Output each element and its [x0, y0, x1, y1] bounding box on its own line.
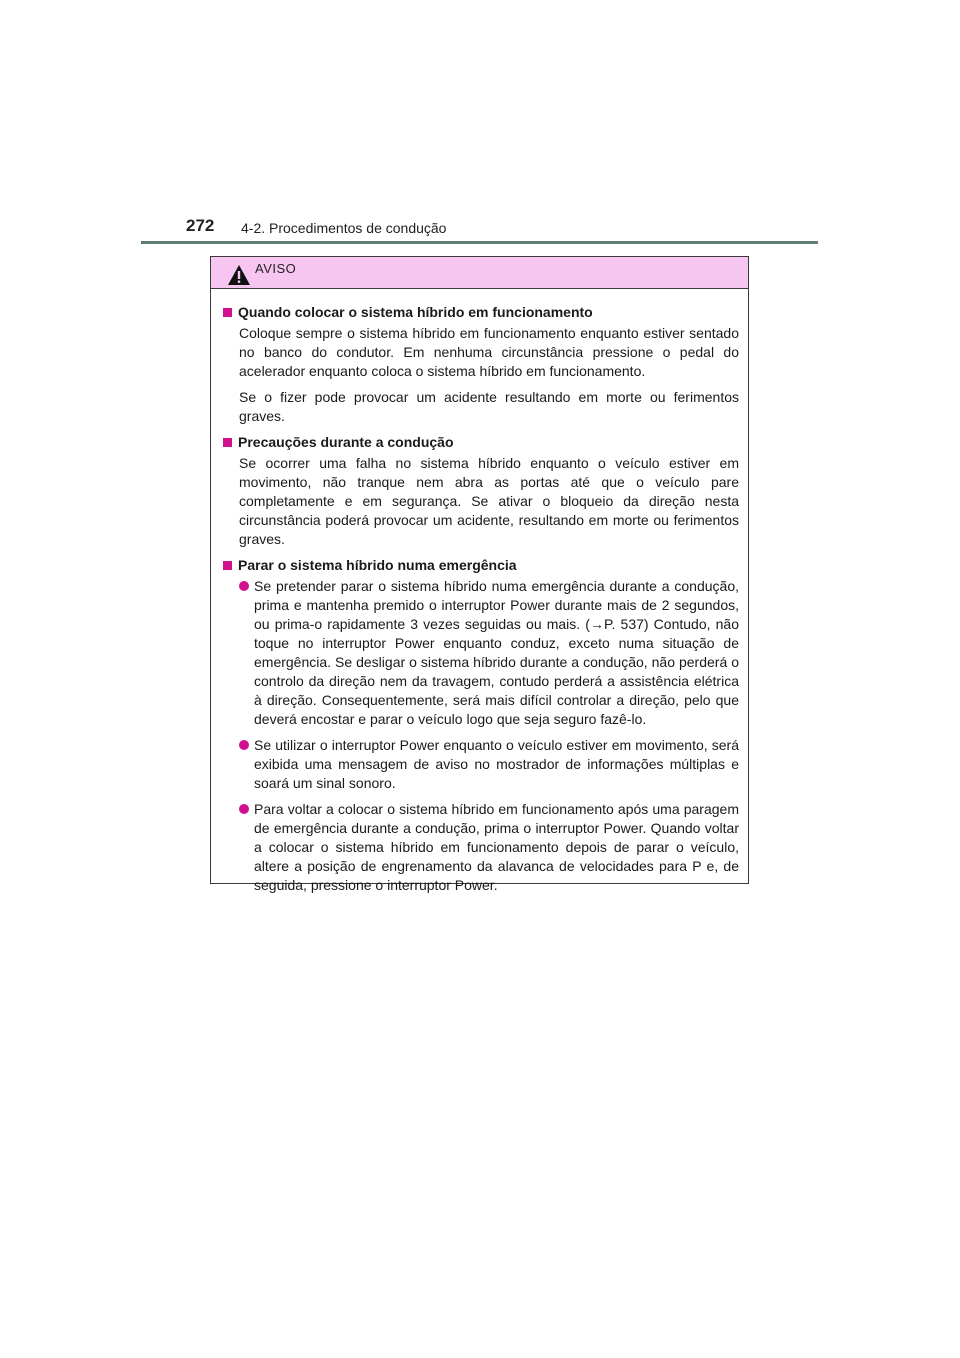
paragraph: Se ocorrer uma falha no sistema híbrido enquanto o veículo estiver em movimento, não tranque nem abra as portas até que o veículo pare completamente e em segurança. Se ativar o bloqueio da direção nesta circunstância poderá provocar um acidente, resultando em morte ou ferimentos graves.: [239, 455, 739, 547]
bullet-text: Para voltar a colocar o sistema híbrido em funcionamento após uma paragem de emergência durante a condução, prima o interruptor Power. Quando voltar a colocar o sistema híbrido em funcionamento depois de parar o veículo, altere a posição de engrenamento da alavanca de velocidades para P e, de seguida, pressione o interruptor Power.: [254, 801, 739, 893]
paragraph: Coloque sempre o sistema híbrido em funcionamento enquanto estiver sentado no banco do condutor. Em nenhuma circunstância pressione o pedal do acelerador enquanto coloca o sistema híbrido em funcionamento.: [239, 325, 739, 379]
warning-header: [211, 257, 748, 289]
square-bullet-icon: [223, 438, 232, 447]
bullet-text: Se utilizar o interruptor Power enquanto o veículo estiver em movimento, será exibida uma mensagem de aviso no mostrador de informações múltiplas e soará um sinal sonoro.: [254, 737, 739, 791]
section-heading-text: Quando colocar o sistema híbrido em funcionamento: [238, 304, 593, 320]
round-bullet-icon: [239, 740, 249, 750]
square-bullet-icon: [223, 561, 232, 570]
warning-body: [211, 289, 748, 895]
section-heading: [221, 556, 739, 575]
round-bullet-icon: [239, 804, 249, 814]
bullet-item: [239, 736, 739, 793]
warning-label: AVISO: [255, 261, 297, 276]
section-heading-text: Parar o sistema híbrido numa emergência: [238, 557, 517, 573]
header-divider: [141, 241, 818, 244]
paragraph: Se o fizer pode provocar um acidente resultando em morte ou ferimentos graves.: [239, 389, 739, 424]
square-bullet-icon: [223, 308, 232, 317]
page-number: 272: [186, 216, 215, 235]
warning-box: [210, 256, 749, 893]
section-heading-text: Precauções durante a condução: [238, 434, 454, 450]
section-title: 4-2. Procedimentos de condução: [241, 220, 447, 236]
section-heading: [221, 433, 739, 452]
warning-triangle-icon: [227, 264, 251, 286]
bullet-text: Se pretender parar o sistema híbrido numa emergência durante a condução, prima e mantenha premido o interruptor Power durante mais de 2 segundos, ou prima-o rapidamente 3 vezes seguidas ou mais. (→P. 537) Contudo, não toque no interruptor Power enquanto conduz, exceto numa situação de emergência. Se desligar o sistema híbrido durante a condução, não perderá o controlo da direção nem da travagem, contudo perderá a assistência elétrica à direção. Consequentemente, será mais difícil controlar a direção, pelo que deverá encostar e parar o veículo logo que seja seguro fazê-lo.: [254, 578, 739, 727]
bullet-item: [239, 800, 739, 895]
bullet-item: [239, 577, 739, 729]
section-heading: [221, 303, 739, 322]
round-bullet-icon: [239, 581, 249, 591]
